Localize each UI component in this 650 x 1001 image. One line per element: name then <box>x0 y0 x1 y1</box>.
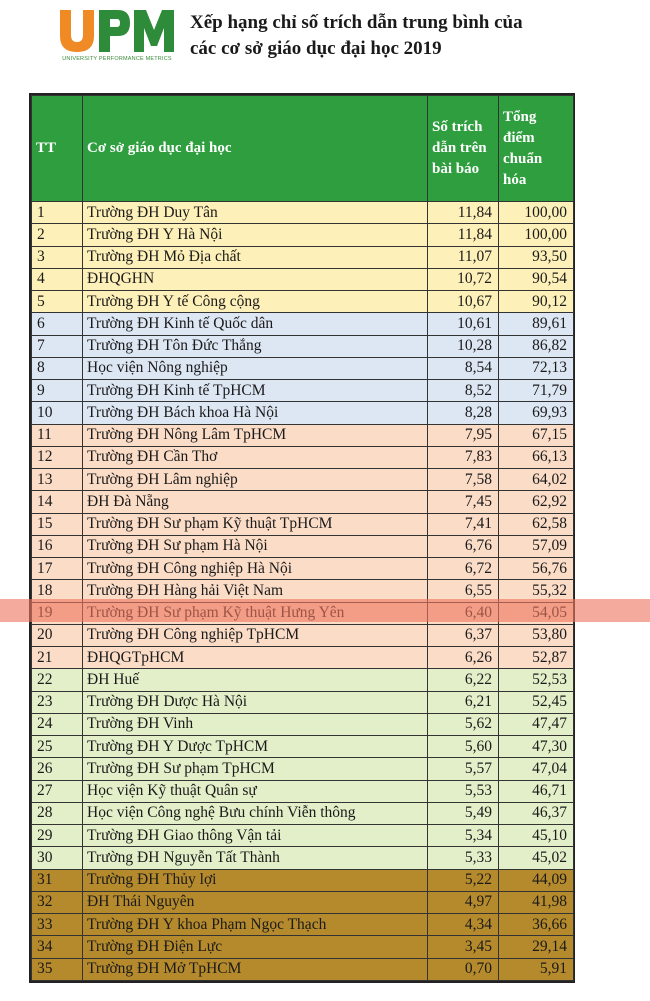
table-row <box>32 914 574 936</box>
column-header-citations: Số trích dẫn trên bài báo <box>428 96 499 202</box>
citations-cell: 7,41 <box>428 513 499 535</box>
table-row <box>32 535 574 557</box>
table-row <box>32 357 574 379</box>
table-row <box>32 669 574 691</box>
institution-cell: Trường ĐH Mở TpHCM <box>83 958 428 981</box>
rank-cell: 30 <box>32 847 83 869</box>
table-body <box>32 202 574 981</box>
citations-cell: 11,84 <box>428 202 499 224</box>
rank-cell: 3 <box>32 246 83 268</box>
table-row <box>32 291 574 313</box>
institution-cell: Trường ĐH Nông Lâm TpHCM <box>83 424 428 446</box>
citations-cell: 5,49 <box>428 802 499 824</box>
score-cell: 52,53 <box>499 669 574 691</box>
citations-cell: 5,57 <box>428 758 499 780</box>
table-row <box>32 402 574 424</box>
table-row <box>32 780 574 802</box>
score-cell: 86,82 <box>499 335 574 357</box>
score-cell: 55,32 <box>499 580 574 602</box>
citations-cell: 10,61 <box>428 313 499 335</box>
rank-cell: 10 <box>32 402 83 424</box>
rank-cell: 21 <box>32 647 83 669</box>
table-row <box>32 513 574 535</box>
institution-cell: ĐH Đà Nẵng <box>83 491 428 513</box>
institution-cell: Trường ĐH Tôn Đức Thắng <box>83 335 428 357</box>
score-cell: 62,92 <box>499 491 574 513</box>
citations-cell: 6,26 <box>428 647 499 669</box>
institution-cell: Trường ĐH Vinh <box>83 713 428 735</box>
institution-cell: Học viện Công nghệ Bưu chính Viễn thông <box>83 802 428 824</box>
score-cell: 89,61 <box>499 313 574 335</box>
citations-cell: 4,97 <box>428 891 499 913</box>
citations-cell: 4,34 <box>428 914 499 936</box>
rank-cell: 1 <box>32 202 83 224</box>
citations-cell: 11,84 <box>428 224 499 246</box>
rank-cell: 35 <box>32 958 83 981</box>
institution-cell: ĐHQGTpHCM <box>83 647 428 669</box>
table-row <box>32 869 574 891</box>
citations-cell: 6,21 <box>428 691 499 713</box>
rank-cell: 33 <box>32 914 83 936</box>
institution-cell: Trường ĐH Nguyễn Tất Thành <box>83 847 428 869</box>
score-cell: 93,50 <box>499 246 574 268</box>
institution-cell: Trường ĐH Y tế Công cộng <box>83 291 428 313</box>
rank-cell: 31 <box>32 869 83 891</box>
citations-cell: 7,95 <box>428 424 499 446</box>
score-cell: 53,80 <box>499 624 574 646</box>
table-row <box>32 691 574 713</box>
table-row <box>32 335 574 357</box>
table-row <box>32 713 574 735</box>
rank-cell: 4 <box>32 268 83 290</box>
citations-cell: 5,34 <box>428 825 499 847</box>
rank-cell: 25 <box>32 736 83 758</box>
rank-cell: 2 <box>32 224 83 246</box>
title-line-1: Xếp hạng chỉ số trích dẫn trung bình của <box>190 12 523 33</box>
score-cell: 64,02 <box>499 469 574 491</box>
score-cell: 67,15 <box>499 424 574 446</box>
score-cell: 47,47 <box>499 713 574 735</box>
table-row <box>32 825 574 847</box>
rank-cell: 27 <box>32 780 83 802</box>
rank-cell: 18 <box>32 580 83 602</box>
institution-cell: Trường ĐH Dược Hà Nội <box>83 691 428 713</box>
score-cell: 45,10 <box>499 825 574 847</box>
citations-cell: 6,76 <box>428 535 499 557</box>
institution-cell: Học viện Kỹ thuật Quân sự <box>83 780 428 802</box>
table-row <box>32 802 574 824</box>
table-row <box>32 224 574 246</box>
institution-cell: Trường ĐH Bách khoa Hà Nội <box>83 402 428 424</box>
highlighted-row-marker <box>0 599 650 622</box>
table-row <box>32 624 574 646</box>
table-row <box>32 558 574 580</box>
institution-cell: ĐHQGHN <box>83 268 428 290</box>
rank-cell: 6 <box>32 313 83 335</box>
institution-cell: Trường ĐH Thủy lợi <box>83 869 428 891</box>
score-cell: 44,09 <box>499 869 574 891</box>
table-row <box>32 758 574 780</box>
upm-logo <box>58 8 176 64</box>
score-cell: 69,93 <box>499 402 574 424</box>
score-cell: 100,00 <box>499 202 574 224</box>
score-cell: 5,91 <box>499 958 574 981</box>
citations-cell: 7,83 <box>428 446 499 468</box>
rank-cell: 15 <box>32 513 83 535</box>
institution-cell: ĐH Huế <box>83 669 428 691</box>
institution-cell: ĐH Thái Nguyên <box>83 891 428 913</box>
rank-cell: 16 <box>32 535 83 557</box>
rank-cell: 14 <box>32 491 83 513</box>
table-row <box>32 891 574 913</box>
table-row <box>32 958 574 981</box>
citations-cell: 5,62 <box>428 713 499 735</box>
table-row <box>32 847 574 869</box>
score-cell: 90,12 <box>499 291 574 313</box>
citations-cell: 8,52 <box>428 380 499 402</box>
institution-cell: Trường ĐH Y khoa Phạm Ngọc Thạch <box>83 914 428 936</box>
score-cell: 29,14 <box>499 936 574 958</box>
rank-cell: 12 <box>32 446 83 468</box>
column-header-score: Tổng điểm chuẩn hóa <box>499 96 574 202</box>
score-cell: 45,02 <box>499 847 574 869</box>
rank-cell: 26 <box>32 758 83 780</box>
citations-cell: 10,28 <box>428 335 499 357</box>
citations-cell: 5,53 <box>428 780 499 802</box>
citations-cell: 10,72 <box>428 268 499 290</box>
institution-cell: Trường ĐH Kinh tế TpHCM <box>83 380 428 402</box>
rank-cell: 23 <box>32 691 83 713</box>
citations-cell: 0,70 <box>428 958 499 981</box>
institution-cell: Trường ĐH Mỏ Địa chất <box>83 246 428 268</box>
column-header-tt: TT <box>32 96 83 202</box>
table-row <box>32 313 574 335</box>
page-header <box>0 0 650 78</box>
score-cell: 36,66 <box>499 914 574 936</box>
institution-cell: Trường ĐH Y Dược TpHCM <box>83 736 428 758</box>
score-cell: 56,76 <box>499 558 574 580</box>
table-row <box>32 424 574 446</box>
score-cell: 41,98 <box>499 891 574 913</box>
institution-cell: Trường ĐH Điện Lực <box>83 936 428 958</box>
rank-cell: 17 <box>32 558 83 580</box>
institution-cell: Trường ĐH Cần Thơ <box>83 446 428 468</box>
rank-cell: 32 <box>32 891 83 913</box>
rank-cell: 22 <box>32 669 83 691</box>
institution-cell: Trường ĐH Công nghiệp TpHCM <box>83 624 428 646</box>
score-cell: 72,13 <box>499 357 574 379</box>
rank-cell: 5 <box>32 291 83 313</box>
institution-cell: Trường ĐH Hàng hải Việt Nam <box>83 580 428 602</box>
rank-cell: 29 <box>32 825 83 847</box>
score-cell: 71,79 <box>499 380 574 402</box>
citations-cell: 7,58 <box>428 469 499 491</box>
rank-cell: 7 <box>32 335 83 357</box>
score-cell: 100,00 <box>499 224 574 246</box>
citations-cell: 5,33 <box>428 847 499 869</box>
rank-cell: 28 <box>32 802 83 824</box>
institution-cell: Trường ĐH Kinh tế Quốc dân <box>83 313 428 335</box>
institution-cell: Học viện Nông nghiệp <box>83 357 428 379</box>
column-header-institution: Cơ sở giáo dục đại học <box>83 96 428 202</box>
table-row <box>32 268 574 290</box>
institution-cell: Trường ĐH Sư phạm Kỹ thuật TpHCM <box>83 513 428 535</box>
institution-cell: Trường ĐH Sư phạm TpHCM <box>83 758 428 780</box>
rank-cell: 34 <box>32 936 83 958</box>
score-cell: 46,71 <box>499 780 574 802</box>
rank-cell: 24 <box>32 713 83 735</box>
rank-cell: 8 <box>32 357 83 379</box>
rank-cell: 20 <box>32 624 83 646</box>
rank-cell: 13 <box>32 469 83 491</box>
page-title <box>190 10 610 62</box>
table-row <box>32 469 574 491</box>
citations-cell: 11,07 <box>428 246 499 268</box>
score-cell: 52,87 <box>499 647 574 669</box>
institution-cell: Trường ĐH Giao thông Vận tải <box>83 825 428 847</box>
table-row <box>32 380 574 402</box>
table-header-row <box>32 96 574 202</box>
ranking-table-container <box>29 93 575 983</box>
table-row <box>32 491 574 513</box>
citations-cell: 7,45 <box>428 491 499 513</box>
table-row <box>32 246 574 268</box>
upm-logo-mark <box>58 8 176 54</box>
citations-cell: 6,22 <box>428 669 499 691</box>
ranking-table <box>31 95 574 981</box>
citations-cell: 3,45 <box>428 936 499 958</box>
citations-cell: 8,54 <box>428 357 499 379</box>
citations-cell: 6,55 <box>428 580 499 602</box>
score-cell: 62,58 <box>499 513 574 535</box>
citations-cell: 5,60 <box>428 736 499 758</box>
score-cell: 47,30 <box>499 736 574 758</box>
score-cell: 52,45 <box>499 691 574 713</box>
rank-cell: 11 <box>32 424 83 446</box>
institution-cell: Trường ĐH Công nghiệp Hà Nội <box>83 558 428 580</box>
table-row <box>32 202 574 224</box>
institution-cell: Trường ĐH Y Hà Nội <box>83 224 428 246</box>
rank-cell: 9 <box>32 380 83 402</box>
score-cell: 46,37 <box>499 802 574 824</box>
institution-cell: Trường ĐH Duy Tân <box>83 202 428 224</box>
table-row <box>32 736 574 758</box>
table-row <box>32 647 574 669</box>
score-cell: 57,09 <box>499 535 574 557</box>
citations-cell: 5,22 <box>428 869 499 891</box>
table-row <box>32 936 574 958</box>
institution-cell: Trường ĐH Lâm nghiệp <box>83 469 428 491</box>
citations-cell: 8,28 <box>428 402 499 424</box>
citations-cell: 6,72 <box>428 558 499 580</box>
score-cell: 47,04 <box>499 758 574 780</box>
title-line-2: các cơ sở giáo dục đại học 2019 <box>190 38 442 59</box>
citations-cell: 6,37 <box>428 624 499 646</box>
score-cell: 66,13 <box>499 446 574 468</box>
logo-tagline: UNIVERSITY PERFORMANCE METRICS <box>62 56 172 62</box>
institution-cell: Trường ĐH Sư phạm Hà Nội <box>83 535 428 557</box>
citations-cell: 10,67 <box>428 291 499 313</box>
score-cell: 90,54 <box>499 268 574 290</box>
table-row <box>32 446 574 468</box>
